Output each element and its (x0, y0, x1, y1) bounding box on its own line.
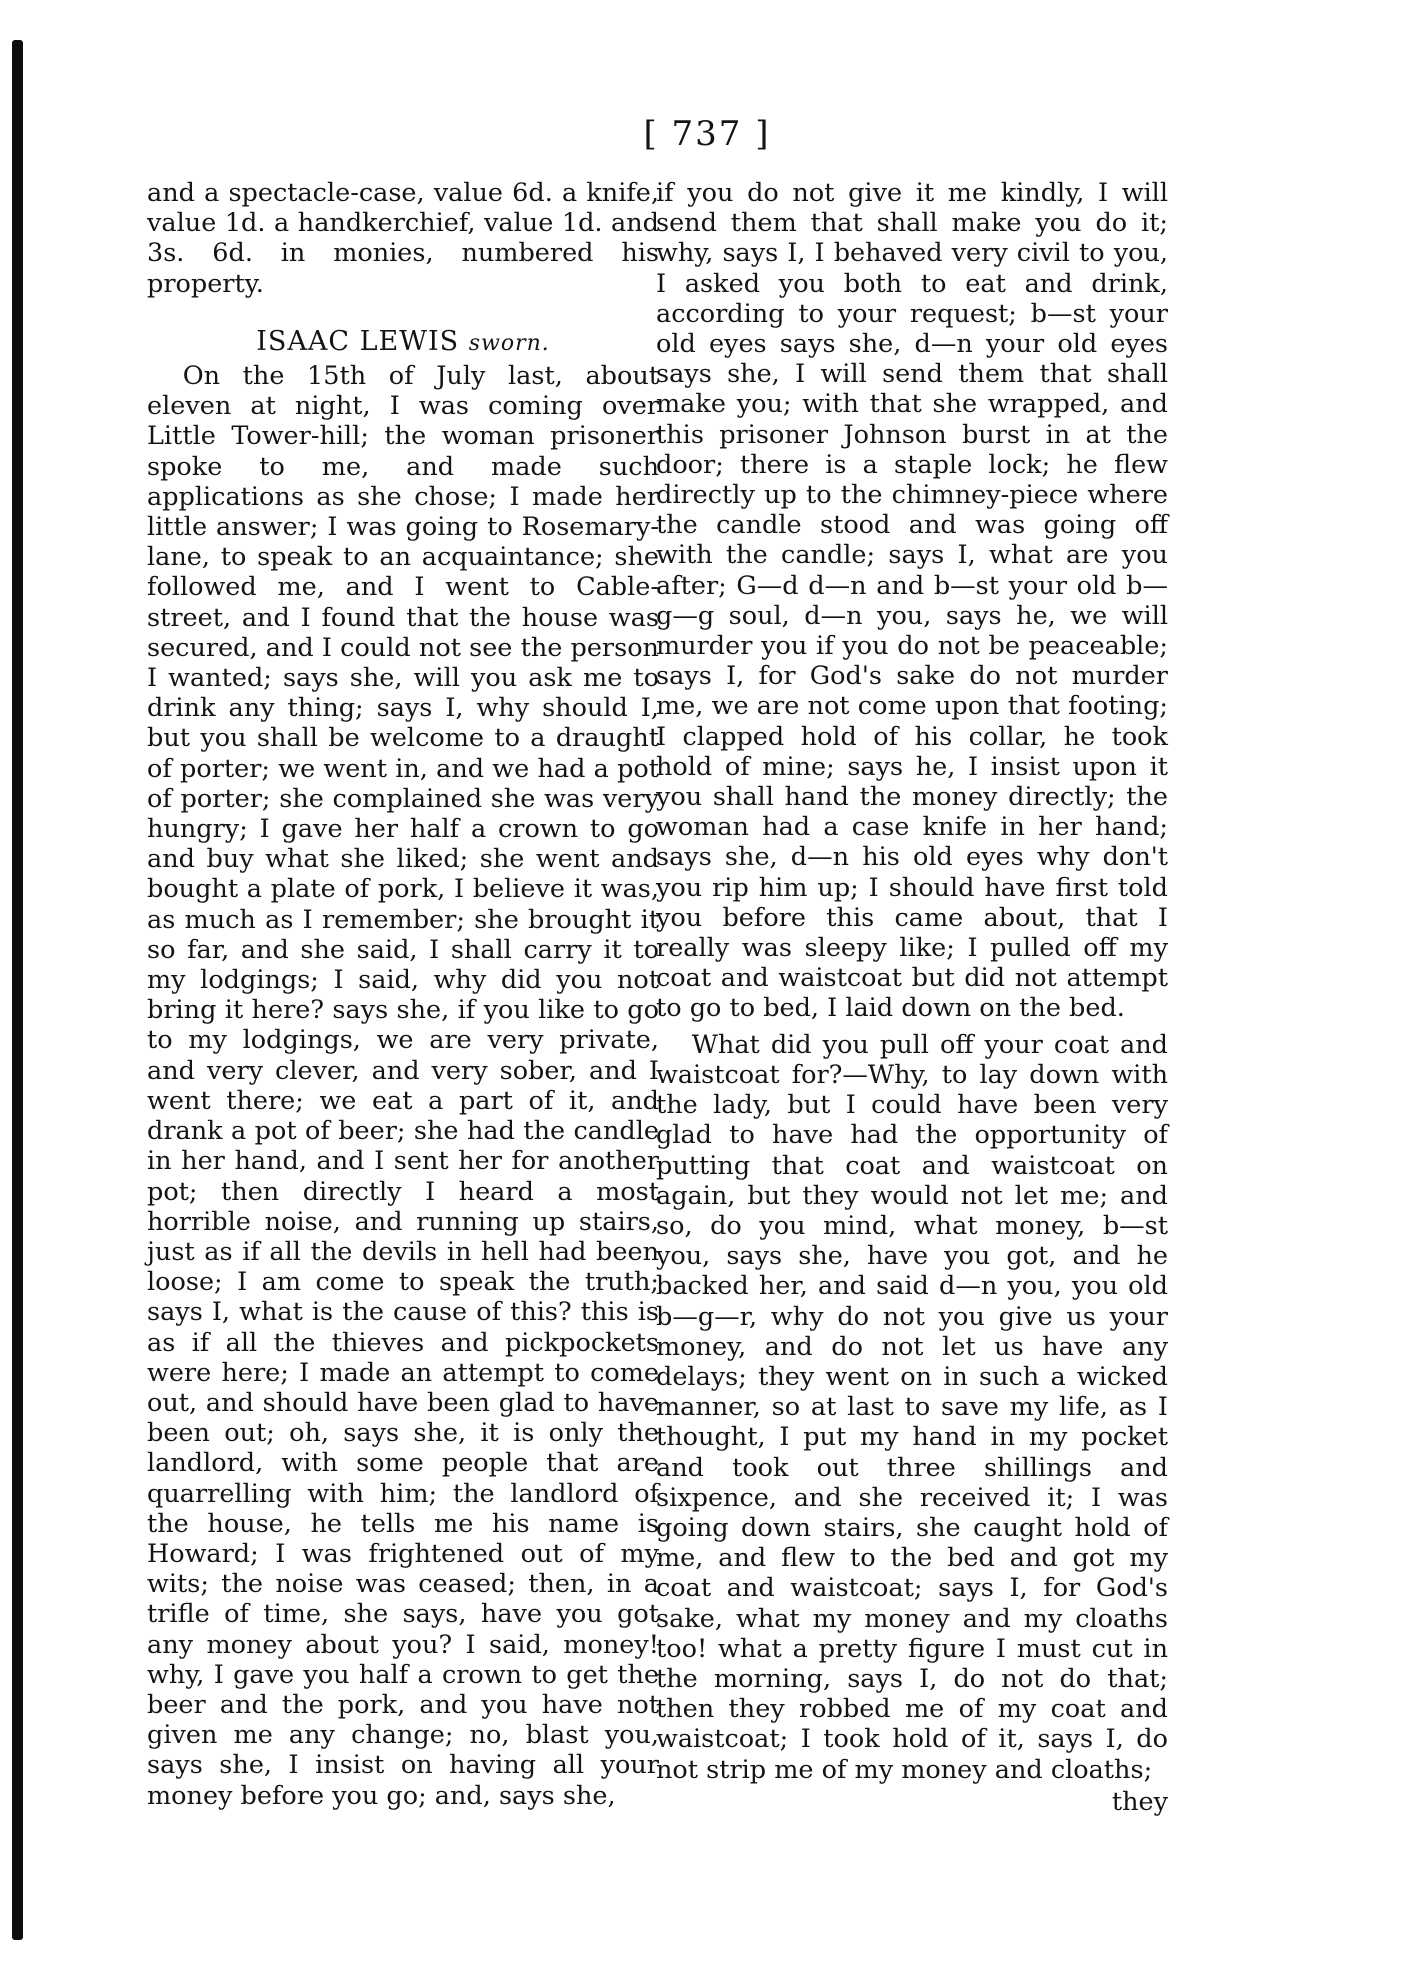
testimony-continuation: if you do not give it me kindly, I will send them that shall make you do it; why, says I, I behaved very civil to you, I asked you both to eat and drink, according to your request; b—st your old eyes says she, d—n your old eyes says she, I will send them that shall make you; with that she wrapped, and this prisoner Johnson burst in at the door; there is a staple lock; he flew directly up to the chimney-piece where the candle stood and was going off with the candle; says I, what are you after; G—d d—n and b—st your old b—g—g soul, d—n you, says he, we will murder you if you do not be peaceable; says I, for God's sake do not murder me, we are not come upon that footing; I clapped hold of his collar, he took hold of mine; says he, I insist upon it you shall hand the money directly; the woman had a case knife in her hand; says she, d—n his old eyes why don't you rip him up; I should have first told you before this came about, that I really was sleepy like; I pulled off my coat and waistcoat but did not attempt to go to bed, I laid down on the bed. (656, 178, 1168, 1024)
witness-name: ISAAC LEWIS (256, 325, 460, 357)
opening-paragraph: and a spectacle-case, value 6d. a knife, value 1d. a handkerchief, value 1d. and 3s. 6d. in monies, numbered his property. (147, 178, 659, 299)
left-column (147, 178, 659, 1811)
catchword: they (1111, 1786, 1168, 1817)
right-column (656, 178, 1168, 1817)
page-binding-edge (12, 40, 23, 1940)
page-number: [ 737 ] (643, 114, 771, 154)
question-answer-paragraph: What did you pull off your coat and waistcoat for?—Why, to lay down with the lady, but I could have been very glad to have had the opportunity of putting that coat and waistcoat on again, but they would not let me; and so, do you mind, what money, b—st you, says she, have you got, and he backed her, and said d—n you, you old b—g—r, why do not you give us your money, and do not let us have any delays; they went on in such a wicked manner, so at last to save my life, as I thought, I put my hand in my pocket and took out three shillings and sixpence, and she received it; I was going down stairs, she caught hold of me, and flew to the bed and got my coat and waistcoat; says I, for God's sake, what my money and my cloaths too! what a pretty figure I must cut in the morning, says I, do not do that; then they robbed me of my coat and waistcoat; I took hold of it, says I, do not strip me of my money and cloaths; (656, 1029, 1168, 1785)
testimony-paragraph: On the 15th of July last, about eleven at night, I was coming over Little Tower-hill; the woman prisoner spoke to me, and made such applications as she chose; I made her little answer; I was going to Rosemary-lane, to speak to an acquaintance; she followed me, and I went to Cable-street, and I found that the house was secured, and I could not see the person I wanted; says she, will you ask me to drink any thing; says I, why should I, but you shall be welcome to a draught of porter; we went in, and we had a pot of porter; she complained she was very hungry; I gave her half a crown to go and buy what she liked; she went and bought a plate of pork, I believe it was, as much as I remember; she brought it so far, and she said, I shall carry it to my lodgings; I said, why did you not bring it here? says she, if you like to go to my lodgings, we are very private, and very clever, and very sober, and I went there; we eat a part of it, and drank a pot of beer; she had the candle in her hand, and I sent her for another pot; then directly I heard a most horrible noise, and running up stairs, just as if all the devils in hell had been loose; I am come to speak the truth; says I, what is the cause of this? this is as if all the thieves and pickpockets were here; I made an attempt to come out, and should have been glad to have been out; oh, says she, it is only the landlord, with some people that are quarrelling with him; the landlord of the house, he tells me his name is Howard; I was frightened out of my wits; the noise was ceased; then, in a trifle of time, she says, have you got any money about you? I said, money! why, I gave you half a crown to get the beer and the pork, and you have not given me any change; no, blast you, says she, I insist on having all your money before you go; and, says she, (147, 361, 659, 1811)
witness-heading (147, 327, 659, 359)
witness-status: sworn. (468, 330, 550, 356)
